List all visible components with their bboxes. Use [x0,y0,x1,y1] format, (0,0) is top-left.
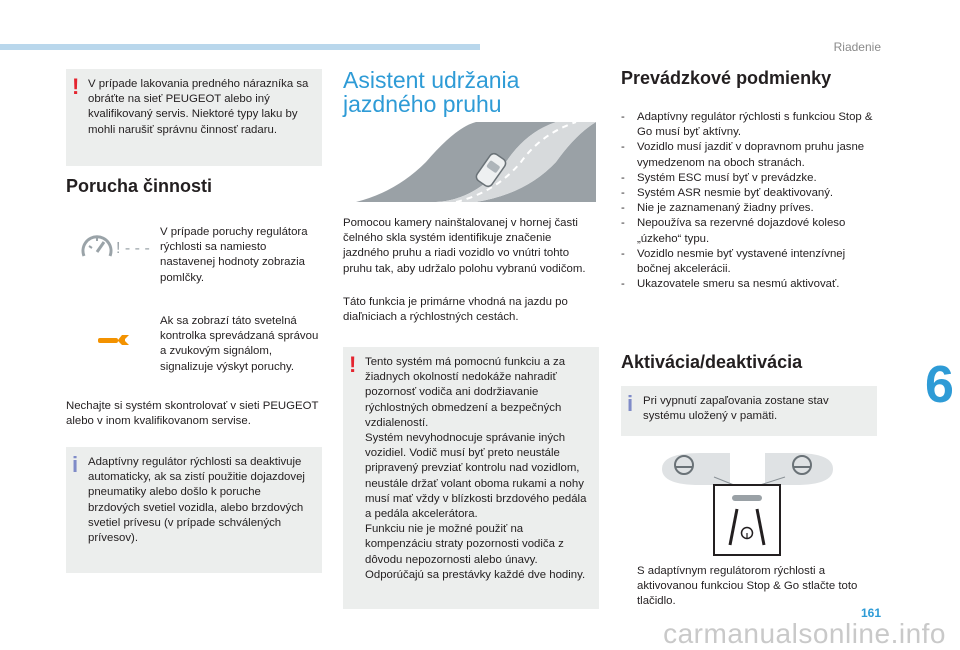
lane-warning-text: Tento systém má pomocnú funkciu a za žiadnych okolností nedokáže nahradiť pozornosť vodiča ani dodržiavanie rýchlostných obmedzení a bezpečných vzdialeností. Systém nevyhodnocuje správanie iných vozidiel. Vodič musí byť preto neustále pripravený prevziať kontrolu nad vozidlom, neustále držať volant oboma rukami a nohy musí mať vždy v blízkosti brzdového pedála a pedála akcelerátora. Funkciu nie je možné použiť na kompenzáciu straty pozornosti vodiča z dôvodu nepozornosti alebo únavy. Odporúčajú sa prestávky každé dve hodiny. [365,356,587,581]
list-item: - Systém ASR nesmie byť deaktivovaný. [619,186,881,201]
heading-conditions: Prevádzkové podmienky [621,68,832,88]
info-icon: i [627,391,634,416]
instruction-text: S adaptívnym regulátorom rýchlosti a aktivovanou funkciou Stop & Go stlačte toto tlačidlo. [637,565,858,608]
section-name: Riadenie [833,40,881,54]
lane-intro-2: Táto funkcia je primárne vhodná na jazdu po diaľniciach a rýchlostných cestách. [343,296,568,324]
list-item: - Ukazovatele smeru sa nesmú aktivovať. [619,277,881,292]
list-item: - Adaptívny regulátor rýchlosti s funkciou Stop & Go musí byť aktívny. [619,110,881,140]
speedometer-fault-icon [80,228,155,264]
info-icon: i [72,452,79,477]
list-item: - Nie je zaznamenaný žiadny príves. [619,201,881,216]
info-note-deactivate [66,447,322,573]
warning-note-paint [66,69,322,166]
fault-display-text: V prípade poruchy regulátora rýchlosti sa namiesto nastavenej hodnoty zobrazia pomlčky. [160,226,308,284]
header-bar [0,44,480,50]
list-item: - Systém ESC musí byť v prevádzke. [619,171,881,186]
check-text: Nechajte si systém skontrolovať v sieti PEUGEOT alebo v inom kvalifikovanom servise. [66,400,319,428]
heading-fault: Porucha činnosti [66,176,213,196]
watermark: carmanualsonline.info [663,618,946,649]
lane-illustration [356,122,596,202]
list-item: - Vozidlo nesmie byť vystavené intenzívnej bočnej akcelerácii. [619,247,881,277]
heading-activation: Aktivácia/deaktivácia [621,352,803,372]
warning-icon: ! [72,74,80,99]
heading-lane-assist: Asistent udržania jazdného pruhu [343,67,520,117]
info-text: Adaptívny regulátor rýchlosti sa deaktivuje automaticky, ak sa zistí použitie dojazdovej pneumatiky alebo došlo k poruche brzdových svetiel vozidla, alebo brzdových svetiel prívesu (v prípade schválených prívesov). [88,456,305,545]
info-note-memory [621,386,877,436]
warning-text: V prípade lakovania predného nárazníka sa obráťte na sieť PEUGEOT alebo iný kvalifikovaný servis. Niektoré typy laku by mohli narušiť správnu činnosť radaru. [88,78,309,136]
lane-intro: Pomocou kamery nainštalovanej v hornej časti čelného skla systém identifikuje značenie jazdného pruhu a riadi vozidlo vo vnútri tohto pruhu tak, aby udržalo polohu vybranú vodičom. [343,217,586,275]
fault-lamp-text: Ak sa zobrazí táto svetelná kontrolka sprevádzaná správou a zvukovým signálom, signalizuje výskyt poruchy. [160,315,319,373]
page-number: 161 [860,606,881,620]
wrench-icon [96,330,130,348]
warning-icon: ! [349,352,357,377]
list-item: - Vozidlo musí jazdiť v dopravnom pruhu jasne vymedzenom na oboch stranách. [619,140,881,170]
fault-display-symbol: ! - - - [116,240,150,257]
steering-wheel-button-illustration [660,449,835,557]
chapter-number: 6 [925,356,954,414]
list-item: - Nepoužíva sa rezervné dojazdové koleso „úzkeho“ typu. [619,216,881,246]
warning-note-lane [343,347,599,609]
conditions-list [619,110,881,292]
memory-text: Pri vypnutí zapaľovania zostane stav systému uložený v pamäti. [643,395,829,423]
